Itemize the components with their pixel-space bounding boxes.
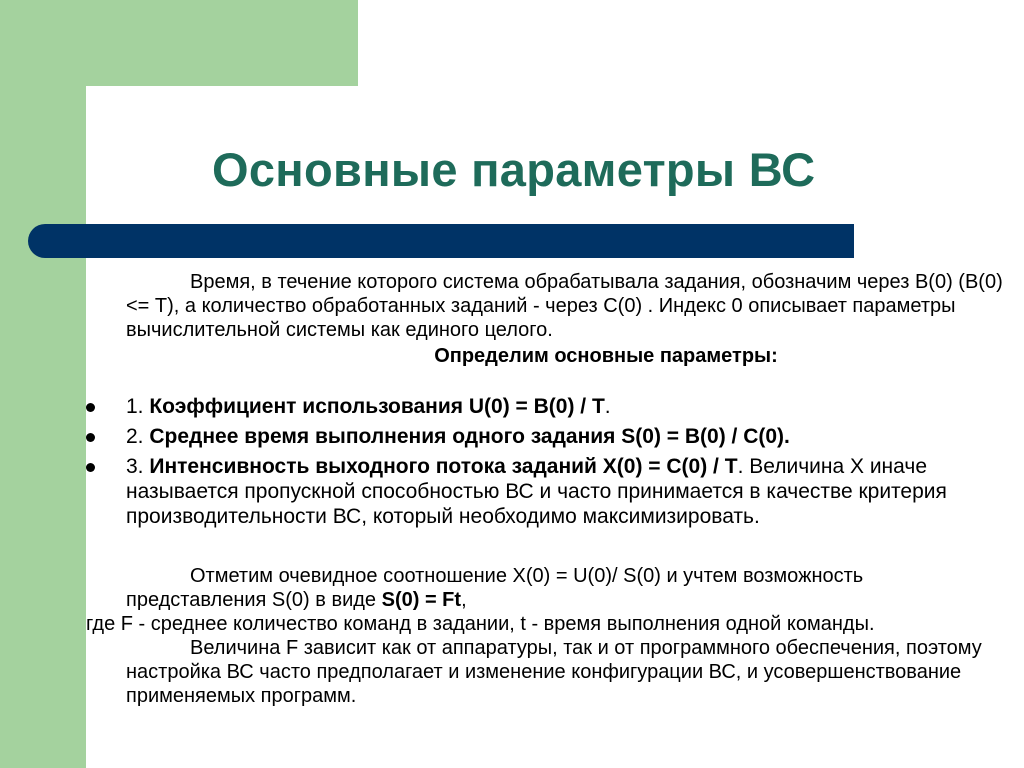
relation-text: Отметим очевидное соотношение X(0) = U(0)/ S(0) и учтем возможность представления S(0) в виде — [126, 565, 864, 611]
bullet-icon — [86, 403, 95, 412]
relation-formula: S(0) = Ft — [381, 589, 462, 611]
item-number: 3. — [126, 455, 150, 478]
left-decor-band — [0, 0, 86, 768]
item-bold: Интенсивность выходного потока заданий X(0) = С(0) / Т — [149, 455, 738, 478]
list-item — [86, 454, 1006, 529]
relation-comma: , — [461, 589, 467, 611]
bullet-icon — [86, 463, 95, 472]
where-line: где F - среднее количество команд в задании, t - время выполнения одной команды. — [86, 613, 875, 635]
item-rest: . — [604, 395, 611, 418]
slide-content — [86, 270, 1006, 708]
define-heading: Определим основные параметры: — [434, 345, 778, 367]
item-number: 1. — [126, 395, 150, 418]
closing-text: Величина F зависит как от аппаратуры, так и от программного обеспечения, поэтому настройка ВС часто предполагает и изменение конфигурации ВС, и усовершенствование применяемых программ. — [126, 637, 982, 707]
title-underline-bar — [28, 224, 854, 258]
slide-title: Основные параметры ВС — [212, 143, 816, 196]
item-number: 2. — [126, 425, 150, 448]
spacer — [86, 534, 1006, 564]
intro-text: Время, в течение которого система обрабатывала задания, обозначим через В(0) (В(0) <= Т), а количество обработанных заданий - через С(0) . Индекс 0 описывает параметры вычислительной системы как единого целого. — [126, 271, 1003, 341]
intro-paragraph — [86, 270, 1006, 342]
list-item — [86, 394, 1006, 419]
bullet-icon — [86, 433, 95, 442]
relation-paragraph — [86, 564, 1006, 612]
item-rest: . Величина Х иначе называется пропускной способностью ВС и часто принимается в качестве критерия производительности ВС, который необходимо максимизировать. — [126, 455, 947, 528]
item-bold: Коэффициент использования U(0) = В(0) / Т — [149, 395, 605, 418]
rounded-corner-decor — [86, 86, 206, 206]
top-decor-block — [0, 0, 358, 86]
spacer — [86, 368, 1006, 394]
item-bold: Среднее время выполнения одного задания S(0) = В(0) / С(0). — [149, 425, 790, 448]
list-item — [86, 424, 1006, 449]
closing-paragraph — [86, 636, 1006, 708]
parameter-list — [86, 394, 1006, 529]
